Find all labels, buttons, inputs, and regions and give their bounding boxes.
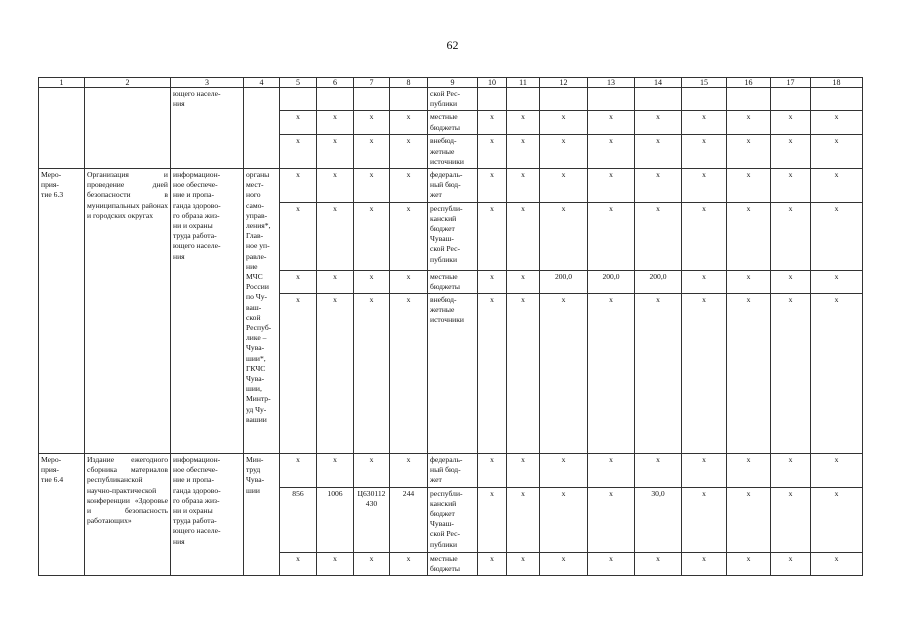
grbs-cell: х [280, 454, 317, 488]
year-value-cell: х [771, 454, 811, 488]
year-value-cell: х [635, 202, 682, 270]
expense-type-cell: х [390, 552, 428, 575]
grbs-cell: х [280, 111, 317, 135]
grbs-cell [280, 88, 317, 111]
year-value-cell: х [540, 169, 588, 203]
funding-source-cell: федераль- ный бюд- жет [428, 454, 478, 488]
header-cell-15: 15 [682, 78, 727, 88]
funding-source-cell: республи- канский бюджет Чуваш- ской Рес- публики [428, 487, 478, 552]
year-value-cell: х [635, 169, 682, 203]
year-value-cell [478, 88, 507, 111]
funding-source-cell: республи- канский бюджет Чуваш- ской Рес- публики [428, 202, 478, 270]
year-value-cell: х [771, 202, 811, 270]
year-value-cell: х [682, 294, 727, 454]
year-value-cell: х [507, 111, 540, 135]
year-value-cell: х [811, 270, 863, 293]
year-value-cell: х [588, 294, 635, 454]
year-value-cell: х [478, 270, 507, 293]
section-cell: х [317, 111, 354, 135]
year-value-cell: х [811, 454, 863, 488]
funding-source-cell: местные бюджеты [428, 270, 478, 293]
year-value-cell [811, 88, 863, 111]
year-value-cell: х [540, 294, 588, 454]
year-value-cell: 30,0 [635, 487, 682, 552]
year-value-cell: х [727, 454, 771, 488]
year-value-cell: х [811, 552, 863, 575]
year-value-cell: х [540, 135, 588, 169]
year-value-cell [727, 88, 771, 111]
year-value-cell: х [727, 294, 771, 454]
year-value-cell: х [588, 169, 635, 203]
header-cell-8: 8 [390, 78, 428, 88]
header-cell-9: 9 [428, 78, 478, 88]
purpose-cell: информацион- ное обеспече- ние и пропа- ганда здорово- го образа жиз- ни и охраны труда работа- ющего населе- ния [171, 169, 244, 454]
year-value-cell: 200,0 [540, 270, 588, 293]
header-cell-4: 4 [244, 78, 280, 88]
measure-number-cell: Меро- прия- тие 6.4 [39, 454, 85, 576]
measure-number-cell: Меро- прия- тие 6.3 [39, 169, 85, 454]
target-article-cell: х [354, 169, 390, 203]
year-value-cell: х [727, 169, 771, 203]
year-value-cell: х [771, 135, 811, 169]
year-value-cell: х [507, 294, 540, 454]
year-value-cell: х [478, 111, 507, 135]
header-row [39, 78, 863, 88]
year-value-cell: х [811, 135, 863, 169]
year-value-cell: х [811, 111, 863, 135]
funding-source-cell: внебюд- жетные источники [428, 135, 478, 169]
section-cell: 1006 [317, 487, 354, 552]
expense-type-cell: х [390, 111, 428, 135]
year-value-cell: х [771, 294, 811, 454]
expense-type-cell: х [390, 454, 428, 488]
grbs-cell: х [280, 202, 317, 270]
section-cell: х [317, 454, 354, 488]
year-value-cell: х [478, 294, 507, 454]
year-value-cell: х [588, 552, 635, 575]
header-cell-11: 11 [507, 78, 540, 88]
section-cell: х [317, 135, 354, 169]
expense-type-cell: х [390, 202, 428, 270]
year-value-cell: х [507, 487, 540, 552]
year-value-cell: х [588, 135, 635, 169]
funding-source-cell: федераль- ный бюд- жет [428, 169, 478, 203]
year-value-cell: х [540, 202, 588, 270]
grbs-cell: х [280, 552, 317, 575]
measure-name-cell: Организация и проведение дней безопасности в муниципальных районах и городских округах [85, 169, 171, 454]
year-value-cell: х [478, 552, 507, 575]
year-value-cell: х [682, 111, 727, 135]
year-value-cell: х [727, 552, 771, 575]
year-value-cell: х [771, 552, 811, 575]
year-value-cell: х [635, 111, 682, 135]
page-number: 62 [446, 38, 459, 52]
cell-empty [244, 88, 280, 169]
target-article-cell: х [354, 552, 390, 575]
year-value-cell: х [682, 270, 727, 293]
year-value-cell [635, 88, 682, 111]
section-cell: х [317, 169, 354, 203]
year-value-cell: х [811, 294, 863, 454]
header-cell-13: 13 [588, 78, 635, 88]
header-cell-12: 12 [540, 78, 588, 88]
year-value-cell: х [478, 454, 507, 488]
year-value-cell: х [635, 454, 682, 488]
target-article-cell: х [354, 202, 390, 270]
header-cell-18: 18 [811, 78, 863, 88]
year-value-cell: х [478, 135, 507, 169]
expense-type-cell: х [390, 135, 428, 169]
year-value-cell: х [478, 169, 507, 203]
target-article-cell: х [354, 111, 390, 135]
year-value-cell: х [507, 135, 540, 169]
executor-cell: Мин- труд Чува- шии [244, 454, 280, 576]
year-value-cell: х [771, 169, 811, 203]
target-article-cell: х [354, 270, 390, 293]
section-cell: х [317, 202, 354, 270]
year-value-cell: х [478, 202, 507, 270]
measure-name-cell: Издание ежегодного сборника материалов республиканской научно-практической конференции «Здоровье и безопасность работающих» [85, 454, 171, 576]
header-cell-2: 2 [85, 78, 171, 88]
year-value-cell: х [682, 487, 727, 552]
year-value-cell [540, 88, 588, 111]
target-article-cell: х [354, 294, 390, 454]
table-row [39, 169, 863, 203]
year-value-cell: х [588, 454, 635, 488]
year-value-cell: х [540, 454, 588, 488]
header-cell-7: 7 [354, 78, 390, 88]
year-value-cell: х [771, 111, 811, 135]
year-value-cell: х [635, 135, 682, 169]
year-value-cell [771, 88, 811, 111]
budget-table [38, 77, 863, 576]
header-cell-10: 10 [478, 78, 507, 88]
year-value-cell [507, 88, 540, 111]
year-value-cell [682, 88, 727, 111]
year-value-cell: х [682, 454, 727, 488]
year-value-cell: х [635, 294, 682, 454]
section-cell: х [317, 294, 354, 454]
section-cell: х [317, 270, 354, 293]
section-cell: х [317, 552, 354, 575]
cell-empty [39, 88, 85, 169]
year-value-cell: х [682, 135, 727, 169]
year-value-cell: х [588, 202, 635, 270]
target-article-cell [354, 88, 390, 111]
target-article-cell: х [354, 454, 390, 488]
year-value-cell: х [771, 487, 811, 552]
header-cell-1: 1 [39, 78, 85, 88]
year-value-cell: х [588, 487, 635, 552]
year-value-cell: х [682, 202, 727, 270]
year-value-cell [588, 88, 635, 111]
funding-source-cell: внебюд- жетные источники [428, 294, 478, 454]
year-value-cell: х [727, 202, 771, 270]
year-value-cell: х [540, 111, 588, 135]
funding-source-cell: местные бюджеты [428, 552, 478, 575]
header-cell-3: 3 [171, 78, 244, 88]
year-value-cell: х [540, 552, 588, 575]
expense-type-cell: х [390, 294, 428, 454]
year-value-cell: х [771, 270, 811, 293]
year-value-cell: х [507, 454, 540, 488]
year-value-cell: х [635, 552, 682, 575]
header-cell-17: 17 [771, 78, 811, 88]
year-value-cell: х [727, 270, 771, 293]
expense-type-cell [390, 88, 428, 111]
year-value-cell: 200,0 [588, 270, 635, 293]
grbs-cell: х [280, 169, 317, 203]
header-cell-6: 6 [317, 78, 354, 88]
year-value-cell: х [507, 202, 540, 270]
year-value-cell: х [811, 202, 863, 270]
year-value-cell: х [682, 169, 727, 203]
year-value-cell: х [507, 169, 540, 203]
funding-source-cell: ской Рес- публики [428, 88, 478, 111]
funding-source-cell: местные бюджеты [428, 111, 478, 135]
cell-empty [85, 88, 171, 169]
year-value-cell: х [507, 552, 540, 575]
year-value-cell: х [811, 169, 863, 203]
grbs-cell: х [280, 294, 317, 454]
purpose-cell: ющего населе- ния [171, 88, 244, 169]
header-cell-5: 5 [280, 78, 317, 88]
year-value-cell: х [540, 487, 588, 552]
year-value-cell: х [478, 487, 507, 552]
grbs-cell: х [280, 270, 317, 293]
expense-type-cell: 244 [390, 487, 428, 552]
target-article-cell: Ц630112 430 [354, 487, 390, 552]
year-value-cell: х [682, 552, 727, 575]
expense-type-cell: х [390, 270, 428, 293]
year-value-cell: 200,0 [635, 270, 682, 293]
expense-type-cell: х [390, 169, 428, 203]
target-article-cell: х [354, 135, 390, 169]
year-value-cell: х [727, 487, 771, 552]
table-row [39, 454, 863, 488]
executor-cell: органы мест- ного само- управ- ления*, Глав- ное уп- равле- ние МЧС России по Чу- ваш- ской Респуб- лике – Чува- шии*, ГКЧС Чува- шии, Минтр- уд Чу- вашии [244, 169, 280, 454]
year-value-cell: х [507, 270, 540, 293]
section-cell [317, 88, 354, 111]
year-value-cell: х [727, 135, 771, 169]
header-cell-16: 16 [727, 78, 771, 88]
table-row [39, 88, 863, 111]
grbs-cell: 856 [280, 487, 317, 552]
year-value-cell: х [811, 487, 863, 552]
grbs-cell: х [280, 135, 317, 169]
year-value-cell: х [588, 111, 635, 135]
purpose-cell: информацион- ное обеспече- ние и пропа- ганда здорово- го образа жиз- ни и охраны труда работа- ющего населе- ния [171, 454, 244, 576]
year-value-cell: х [727, 111, 771, 135]
header-cell-14: 14 [635, 78, 682, 88]
